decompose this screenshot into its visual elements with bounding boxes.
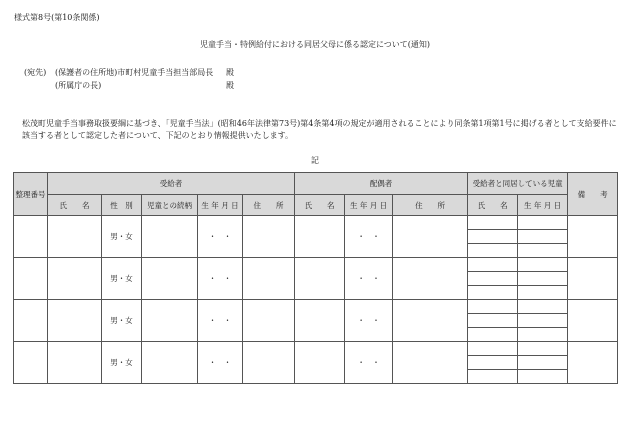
child-birthdate-cell[interactable] <box>518 216 568 230</box>
spouse-address-cell[interactable] <box>393 258 468 300</box>
gender-cell[interactable]: 男・女 <box>102 258 142 300</box>
child-birthdate-cell[interactable] <box>518 314 568 328</box>
child-birthdate-cell[interactable] <box>518 230 568 244</box>
header-remarks: 備 考 <box>568 173 618 216</box>
child-birthdate-cell[interactable] <box>518 356 568 370</box>
ki-heading: 記 <box>311 156 319 165</box>
recipient-birthdate-cell[interactable]: ・ ・ <box>198 216 243 258</box>
serial-cell[interactable] <box>14 342 48 384</box>
recipient-name-cell[interactable] <box>48 216 102 258</box>
subheader-address: 住 所 <box>243 195 295 216</box>
subheader-relation: 児童との続柄 <box>142 195 198 216</box>
child-birthdate-cell[interactable] <box>518 300 568 314</box>
subheader-spouse-birthdate: 生 年 月 日 <box>345 195 393 216</box>
recipient-name-cell[interactable] <box>48 258 102 300</box>
spouse-birthdate-cell[interactable]: ・ ・ <box>345 300 393 342</box>
child-birthdate-cell[interactable] <box>518 286 568 300</box>
header-recipient: 受給者 <box>48 173 295 195</box>
spouse-name-cell[interactable] <box>295 300 345 342</box>
relation-cell[interactable] <box>142 342 198 384</box>
recipient-birthdate-cell[interactable]: ・ ・ <box>198 300 243 342</box>
recipient-name-cell[interactable] <box>48 300 102 342</box>
child-name-cell[interactable] <box>468 342 518 356</box>
subheader-child-birthdate: 生 年 月 日 <box>518 195 568 216</box>
child-name-cell[interactable] <box>468 230 518 244</box>
recipient-birthdate-cell[interactable]: ・ ・ <box>198 258 243 300</box>
child-birthdate-cell[interactable] <box>518 370 568 384</box>
header-children: 受給者と同居している児童 <box>468 173 568 195</box>
document-title: 児童手当・特例給付における同居父母に係る認定について(通知) <box>199 40 431 49</box>
child-name-cell[interactable] <box>468 328 518 342</box>
remarks-cell[interactable] <box>568 342 618 384</box>
address-agency-honorific: 殿 <box>226 81 234 90</box>
recipient-address-cell[interactable] <box>243 258 295 300</box>
child-birthdate-cell[interactable] <box>518 258 568 272</box>
table-row <box>14 342 618 356</box>
spouse-birthdate-cell[interactable]: ・ ・ <box>345 342 393 384</box>
spouse-address-cell[interactable] <box>393 342 468 384</box>
table-row <box>14 216 618 230</box>
spouse-name-cell[interactable] <box>295 258 345 300</box>
child-name-cell[interactable] <box>468 286 518 300</box>
child-name-cell[interactable] <box>468 272 518 286</box>
spouse-birthdate-cell[interactable]: ・ ・ <box>345 216 393 258</box>
body-text: 松茂町児童手当事務取扱要綱に基づき、「児童手当法」(昭和46年法律第73号)第4条第4項の規定が適用されることにより同条第1項第1号に掲げる者として支給要件に該当する者として認定した者について、下記のとおり情報提供いたします。 <box>22 119 617 140</box>
child-name-cell[interactable] <box>468 356 518 370</box>
subheader-gender: 性 別 <box>102 195 142 216</box>
child-name-cell[interactable] <box>468 216 518 230</box>
table-row <box>14 300 618 314</box>
spouse-address-cell[interactable] <box>393 216 468 258</box>
relation-cell[interactable] <box>142 300 198 342</box>
child-birthdate-cell[interactable] <box>518 244 568 258</box>
serial-cell[interactable] <box>14 300 48 342</box>
child-name-cell[interactable] <box>468 258 518 272</box>
recipient-name-cell[interactable] <box>48 342 102 384</box>
gender-cell[interactable]: 男・女 <box>102 342 142 384</box>
gender-cell[interactable]: 男・女 <box>102 300 142 342</box>
spouse-birthdate-cell[interactable]: ・ ・ <box>345 258 393 300</box>
subheader-child-name: 氏 名 <box>468 195 518 216</box>
spouse-address-cell[interactable] <box>393 300 468 342</box>
header-spouse: 配偶者 <box>295 173 468 195</box>
remarks-cell[interactable] <box>568 216 618 258</box>
recipient-address-cell[interactable] <box>243 216 295 258</box>
recipient-address-cell[interactable] <box>243 342 295 384</box>
serial-cell[interactable] <box>14 258 48 300</box>
serial-cell[interactable] <box>14 216 48 258</box>
subheader-spouse-name: 氏 名 <box>295 195 345 216</box>
gender-cell[interactable]: 男・女 <box>102 216 142 258</box>
subheader-birthdate: 生 年 月 日 <box>198 195 243 216</box>
child-birthdate-cell[interactable] <box>518 272 568 286</box>
child-name-cell[interactable] <box>468 370 518 384</box>
table-body <box>14 216 618 384</box>
info-table <box>13 172 618 384</box>
remarks-cell[interactable] <box>568 258 618 300</box>
address-agency: (所属庁の長) <box>55 81 102 90</box>
child-name-cell[interactable] <box>468 244 518 258</box>
relation-cell[interactable] <box>142 258 198 300</box>
table-row <box>14 258 618 272</box>
address-recipient-honorific: 殿 <box>226 68 234 77</box>
relation-cell[interactable] <box>142 216 198 258</box>
remarks-cell[interactable] <box>568 300 618 342</box>
child-birthdate-cell[interactable] <box>518 342 568 356</box>
spouse-name-cell[interactable] <box>295 342 345 384</box>
address-label: (宛先) <box>24 68 47 77</box>
recipient-birthdate-cell[interactable]: ・ ・ <box>198 342 243 384</box>
child-name-cell[interactable] <box>468 300 518 314</box>
address-recipient: (保護者の住所地)市町村児童手当担当部局長 <box>55 68 214 77</box>
header-serial: 整理番号 <box>14 173 48 216</box>
subheader-spouse-address: 住 所 <box>393 195 468 216</box>
subheader-name: 氏 名 <box>48 195 102 216</box>
form-number: 様式第8号(第10条関係) <box>14 13 100 22</box>
child-name-cell[interactable] <box>468 314 518 328</box>
child-birthdate-cell[interactable] <box>518 328 568 342</box>
spouse-name-cell[interactable] <box>295 216 345 258</box>
recipient-address-cell[interactable] <box>243 300 295 342</box>
